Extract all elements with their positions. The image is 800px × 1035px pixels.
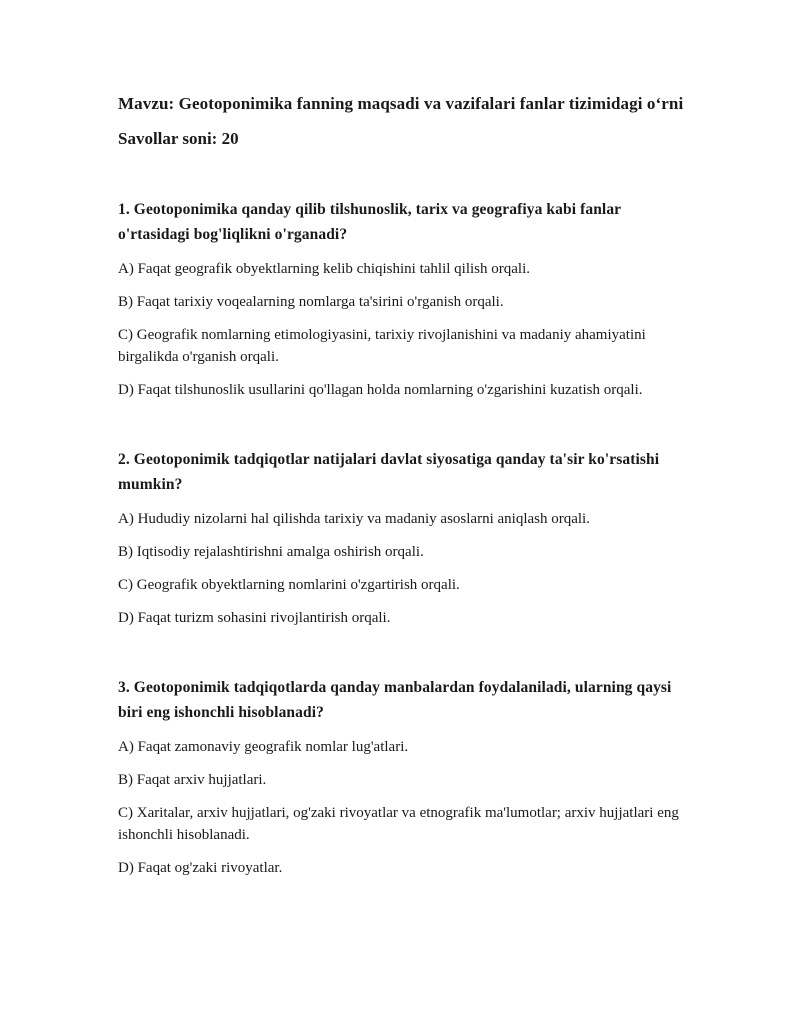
question-option: A) Faqat zamonaviy geografik nomlar lug'atlari. xyxy=(118,739,409,755)
document-title: Mavzu: Geotoponimika fanning maqsadi va vazifalari fanlar tizimidagi oʻrni xyxy=(118,94,684,113)
question-option: B) Faqat arxiv hujjatlari. xyxy=(118,772,267,788)
question-heading: 1. Geotoponimika qanday qilib tilshunoslik, tarix va geografiya kabi fanlar o'rtasidagi bog'liqlikni o'rganadi? xyxy=(118,201,621,243)
question-block xyxy=(118,197,685,401)
questions-list xyxy=(118,197,685,879)
question-option: D) Faqat og'zaki rivoyatlar. xyxy=(118,860,283,876)
question-option: D) Faqat tilshunoslik usullarini qo'llagan holda nomlarning o'zgarishini kuzatish orqali. xyxy=(118,382,643,398)
question-heading: 2. Geotoponimik tadqiqotlar natijalari davlat siyosatiga qanday ta'sir ko'rsatishi mumkin? xyxy=(118,451,660,493)
question-heading: 3. Geotoponimik tadqiqotlarda qanday manbalardan foydalaniladi, ularning qaysi biri eng ishonchli hisoblanadi? xyxy=(118,679,672,721)
question-option: C) Geografik nomlarning etimologiyasini, tarixiy rivojlanishini va madaniy ahamiyatini birgalikda o'rganish orqali. xyxy=(118,327,646,365)
question-count: Savollar soni: 20 xyxy=(118,129,239,148)
question-option: B) Faqat tarixiy voqealarning nomlarga ta'sirini o'rganish orqali. xyxy=(118,294,504,310)
question-option: A) Faqat geografik obyektlarning kelib chiqishini tahlil qilish orqali. xyxy=(118,261,531,277)
question-block xyxy=(118,447,685,629)
question-option: C) Xaritalar, arxiv hujjatlari, og'zaki rivoyatlar va etnografik ma'lumotlar; arxiv hujjatlari eng ishonchli hisoblanadi. xyxy=(118,805,679,843)
question-option: C) Geografik obyektlarning nomlarini o'zgartirish orqali. xyxy=(118,577,460,593)
question-option: A) Hududiy nizolarni hal qilishda tarixiy va madaniy asoslarni aniqlash orqali. xyxy=(118,511,590,527)
question-option: D) Faqat turizm sohasini rivojlantirish orqali. xyxy=(118,610,391,626)
question-option: B) Iqtisodiy rejalashtirishni amalga oshirish orqali. xyxy=(118,544,424,560)
question-block xyxy=(118,675,685,879)
